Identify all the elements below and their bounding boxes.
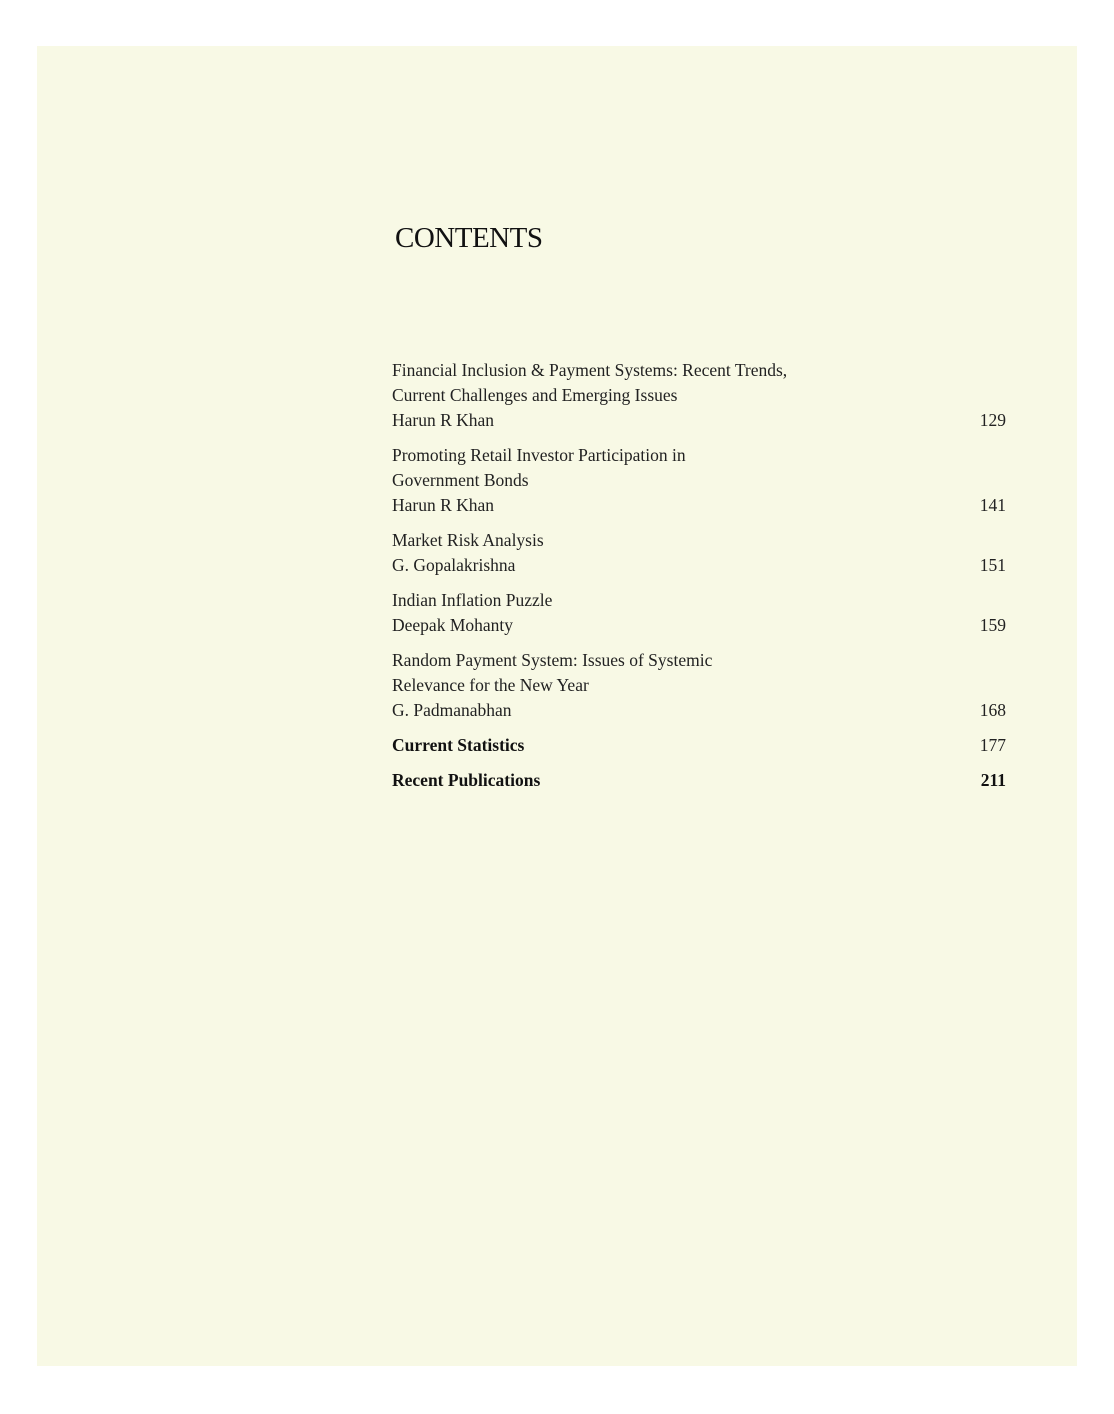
toc-entry-title: Indian Inflation Puzzle [392,590,553,610]
toc-entry-author: G. Gopalakrishna [392,555,516,575]
toc-entry[interactable] [392,358,1006,433]
toc-entry-title: Government Bonds [392,470,529,490]
toc-section-row [392,768,1006,793]
toc-section-page-number: 177 [979,735,1006,755]
toc-section-title: Recent Publications [392,770,541,790]
toc-entry-author: Harun R Khan [392,410,495,430]
toc-entry[interactable] [392,443,1006,518]
toc-entry-author-row [392,613,1006,638]
toc-entry-author: G. Padmanabhan [392,700,512,720]
toc-entry[interactable] [392,528,1006,578]
toc-entry[interactable] [392,648,1006,723]
toc-entry-page-number: 168 [979,700,1006,720]
page-title: CONTENTS [395,222,543,254]
toc-entry-title: Current Challenges and Emerging Issues [392,385,678,405]
toc-entry-author-row [392,698,1006,723]
toc-entry-page-number: 141 [979,495,1006,515]
toc-section-recent-publications[interactable] [392,768,1006,793]
toc-entry-title: Promoting Retail Investor Participation in [392,445,686,465]
toc-entry-title: Financial Inclusion & Payment Systems: Recent Trends, [392,360,788,380]
toc-section-page-number: 211 [980,770,1006,790]
toc-entry-title: Random Payment System: Issues of Systemic [392,650,713,670]
toc-entry-author: Deepak Mohanty [392,615,514,635]
toc-section-title: Current Statistics [392,735,525,755]
toc-entry-author-row [392,553,1006,578]
toc-entry-page-number: 159 [979,615,1006,635]
toc-entry-author-row [392,408,1006,433]
toc-entry-author: Harun R Khan [392,495,495,515]
toc-entry-title: Relevance for the New Year [392,675,589,695]
toc-section-current-statistics[interactable] [392,733,1006,758]
toc-entry[interactable] [392,588,1006,638]
toc-entry-author-row [392,493,1006,518]
table-of-contents [392,358,1006,803]
toc-entry-title: Market Risk Analysis [392,530,544,550]
toc-entry-page-number: 129 [979,410,1006,430]
toc-section-row [392,733,1006,758]
toc-entry-page-number: 151 [979,555,1006,575]
